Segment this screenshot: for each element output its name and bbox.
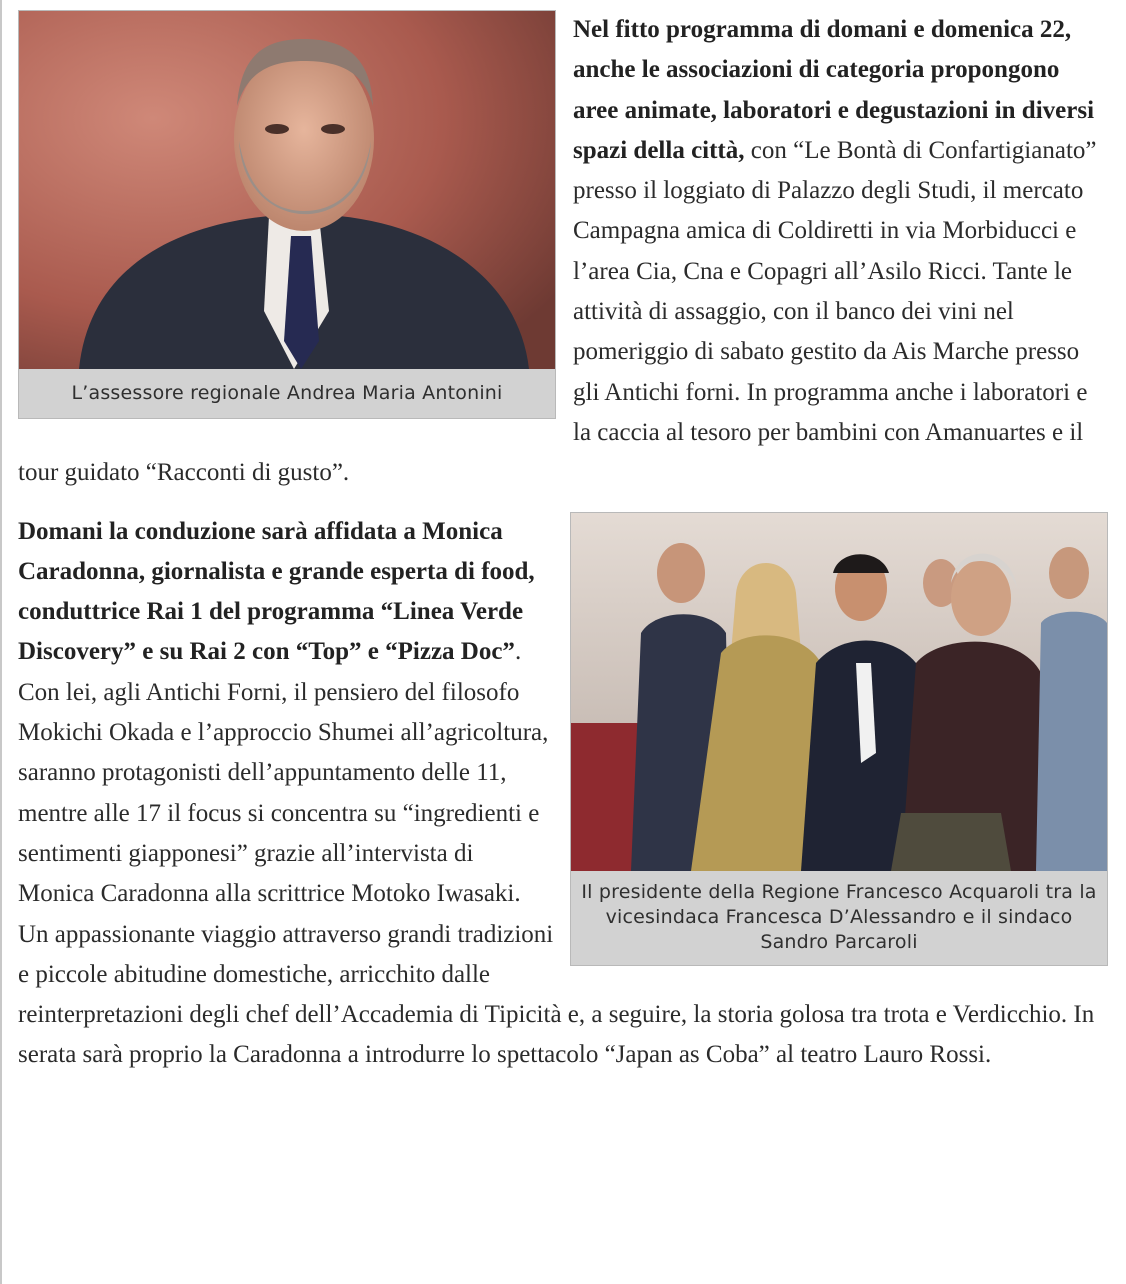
paragraph-1-lead: Nel fitto programma di domani e domenica 22, anche le associazioni di categoria propongono aree animate, laboratori e degustazioni in diversi spazi della città, (573, 16, 1095, 164)
paragraph-2-lead: Domani la conduzione sarà affidata a Monica Caradonna, giornalista e grande esperta di food, conduttrice Rai 1 del programma “Linea Verde Discovery” e su Rai 2 con “Top” e “Pizza Doc” (18, 517, 535, 666)
audience-photo (571, 513, 1107, 871)
portrait-photo (19, 11, 555, 369)
paragraph-1-text: con “Le Bontà di Confartigianato” presso il loggiato di Palazzo degli Studi, il mercato Campagna amica di Coldiretti in via Morbiducci e l’area Cia, Cna e Copagri all’Asilo Ricci. Tante le attività di assaggio, con il banco dei vini nel pomeriggio di sabato gestito da Ais Marche presso gli Antichi forni. In programma anche i laboratori e la caccia al tesoro per bambini con Amanuartes e il tour guidato “Racconti di gusto”. (18, 136, 1097, 487)
figure-caption: Il presidente della Regione Francesco Acquaroli tra la vicesindaca Francesca D’Alessandro e il sindaco Sandro Parcaroli (581, 880, 1097, 953)
figure-audience (570, 512, 1108, 966)
figure-caption: L’assessore regionale Andrea Maria Antonini (71, 382, 503, 404)
paragraph-2-text: . Con lei, agli Antichi Forni, il pensiero del filosofo Mokichi Okada e l’approccio Shumei all’agricoltura, saranno protagonisti dell’appuntamento delle 11, mentre alle 17 il focus si concentra su “ingredienti e sentimenti giapponesi” grazie all’intervista di Monica Caradonna alla scrittrice Motoko Iwasaki. Un appassionante viaggio attraverso grandi tradizioni e piccole abitudine domestiche, arricchito dalle reinterpretazioni degli chef dell’Accademia di Tipicità e, a seguire, la storia golosa tra trota e Verdicchio. In serata sarà proprio la Caradonna a introdurre lo spettacolo “Japan as Coba” al teatro Lauro Rossi. (18, 638, 1095, 1069)
article-body (18, 10, 1108, 1076)
figure-portrait (18, 10, 556, 419)
left-border-line (0, 0, 2, 1284)
